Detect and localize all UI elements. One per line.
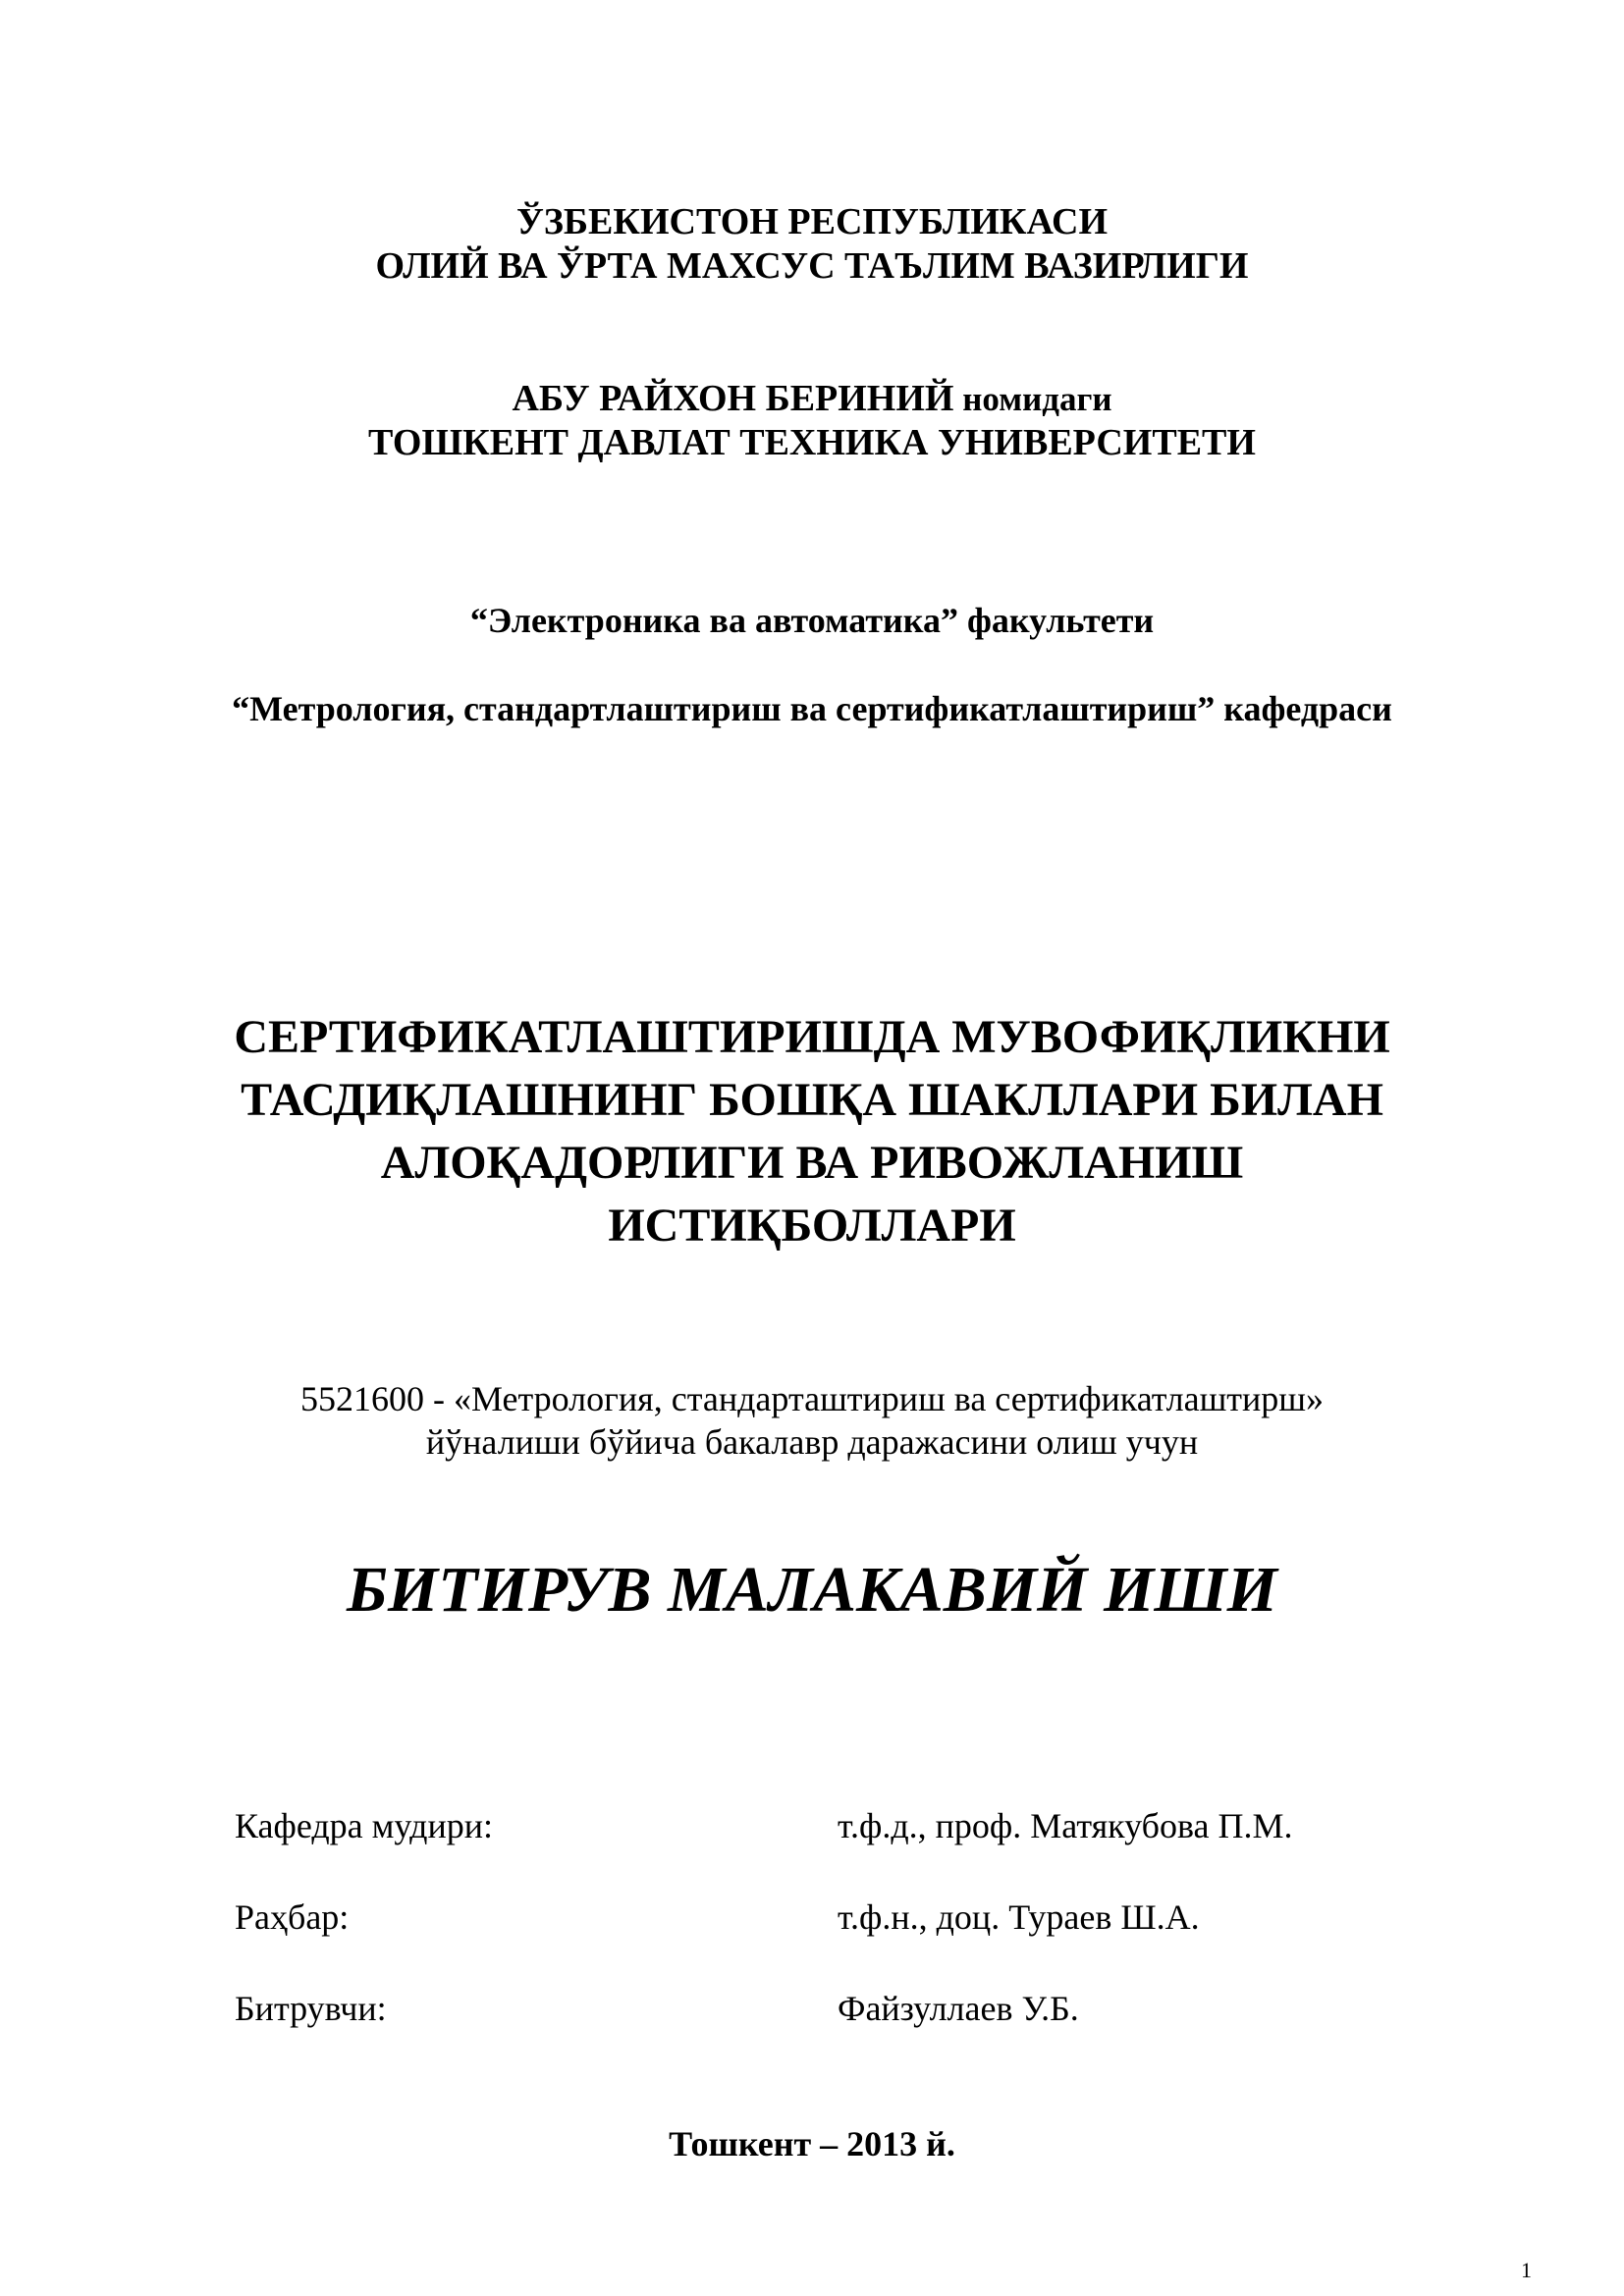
degree-line-2: йўналиши бўйича бакалавр даражасини олиш учун: [425, 1422, 1199, 1462]
place-year: Тошкент – 2013 й.: [669, 2124, 955, 2163]
department-name: “Метрология, стандартлаштириш ва сертификатлаштириш” кафедраси: [232, 689, 1392, 728]
thesis-title-line-4: ИСТИҚБОЛЛАРИ: [608, 1200, 1016, 1252]
signatory-name-head-of-department: т.ф.д., проф. Матякубова П.М.: [838, 1806, 1293, 1845]
signatory-role-head-of-department: Кафедра мудири:: [235, 1806, 494, 1845]
signatory-name-supervisor: т.ф.н., доц. Тураев Ш.А.: [838, 1897, 1200, 1937]
ministry-line-1: ЎЗБЕКИСТОН РЕСПУБЛИКАСИ: [515, 201, 1109, 242]
university-name-main: АБУ РАЙХОН БЕРИНИЙ: [512, 378, 954, 419]
degree-line-1: 5521600 - «Метрология, стандарташтириш ва сертификатлаштирш»: [299, 1379, 1325, 1418]
page-number: 1: [1521, 2258, 1532, 2282]
signatory-role-graduate: Битрувчи:: [235, 1989, 387, 2028]
work-type-title: БИТИРУВ МАЛАКАВИЙ ИШИ: [347, 1554, 1277, 1626]
thesis-title-line-2: ТАСДИҚЛАШНИНГ БОШҚА ШАКЛЛАРИ БИЛАН: [241, 1074, 1383, 1126]
faculty-name: “Электроника ва автоматика” факультети: [469, 601, 1155, 640]
thesis-title-line-3: АЛОҚАДОРЛИГИ ВА РИВОЖЛАНИШ: [380, 1137, 1244, 1189]
university-line-2: ТОШКЕНТ ДАВЛАТ ТЕХНИКА УНИВЕРСИТЕТИ: [368, 422, 1256, 463]
ministry-line-2: ОЛИЙ ВА ЎРТА МАХСУС ТАЪЛИМ ВАЗИРЛИГИ: [375, 245, 1249, 287]
signatory-role-supervisor: Раҳбар:: [235, 1897, 350, 1937]
university-name-suffix: номидаги: [953, 380, 1112, 418]
signatory-name-graduate: Файзуллаев У.Б.: [838, 1989, 1079, 2028]
university-line-1: [0, 376, 1624, 422]
thesis-title-line-1: СЕРТИФИКАТЛАШТИРИШДА МУВОФИҚЛИКНИ: [234, 1011, 1390, 1063]
